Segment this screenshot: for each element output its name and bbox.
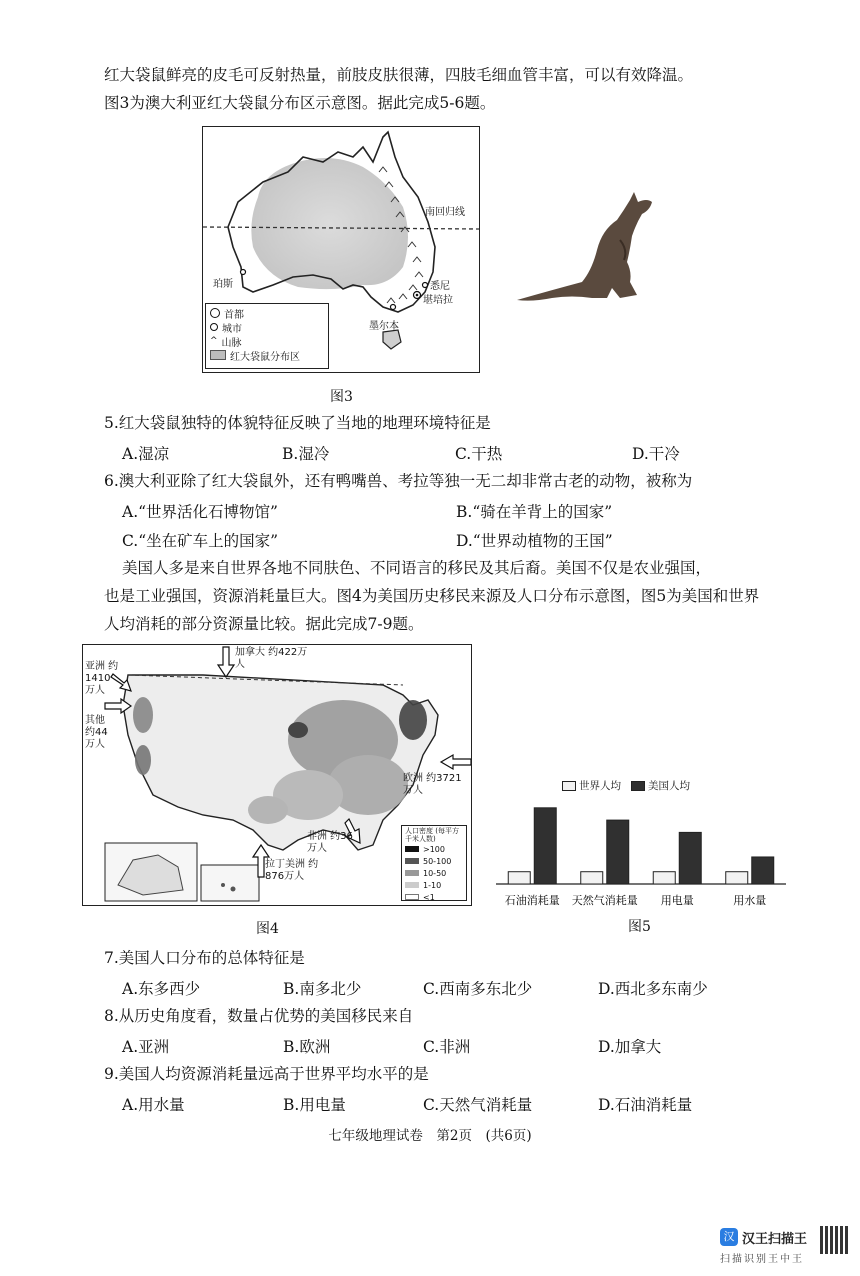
canada-arrow <box>218 647 234 677</box>
asia-label: 亚洲 约1410 万人 <box>85 661 119 696</box>
capital-icon <box>210 308 220 318</box>
q7-stem: 7.美国人口分布的总体特征是 <box>104 949 305 967</box>
tropic-label: 南回归线 <box>425 207 465 218</box>
legend-city: 城市 <box>210 320 324 334</box>
q7-option-a[interactable]: A.东多西少 <box>122 980 201 998</box>
legend-usa: 美国人均 <box>631 778 690 793</box>
q5-stem: 5.红大袋鼠独特的体貌特征反映了当地的地理环境特征是 <box>104 414 491 432</box>
usa-map <box>82 644 472 906</box>
sydney-dot <box>423 283 428 288</box>
density-10-50: 10-50 <box>423 868 447 878</box>
bar-usa-3 <box>752 857 774 884</box>
density-50-100: 50-100 <box>423 856 452 866</box>
intro-line-2: 图3为澳大利亚红大袋鼠分布区示意图。据此完成5-6题。 <box>104 94 496 112</box>
other-label: 其他 约44 万人 <box>85 715 108 750</box>
europe-arrow <box>441 755 471 769</box>
q7-option-b[interactable]: B.南多北少 <box>283 980 362 998</box>
intro-line-1: 红大袋鼠鲜亮的皮毛可反射热量，前肢皮肤很薄，四肢毛细血管丰富，可以有效降温。 <box>104 66 694 84</box>
bar-usa-0 <box>534 808 556 884</box>
category-label-3: 用水量 <box>733 894 767 907</box>
q9-option-c[interactable]: C.天然气消耗量 <box>423 1096 533 1114</box>
fig3-legend <box>205 303 329 369</box>
bar-world-3 <box>726 872 748 884</box>
q9-option-a[interactable]: A.用水量 <box>122 1096 185 1114</box>
q8-option-a[interactable]: A.亚洲 <box>122 1038 170 1056</box>
bar-usa-1 <box>607 820 629 884</box>
density-1-10: 1-10 <box>423 880 442 890</box>
resource-chart <box>490 774 790 910</box>
q5-option-b[interactable]: B.湿冷 <box>282 445 330 463</box>
density-lt1: <1 <box>423 892 435 902</box>
legend-distribution: 红大袋鼠分布区 <box>210 348 324 362</box>
legend-world: 世界人均 <box>562 778 621 793</box>
density-legend <box>401 825 467 901</box>
q6-option-c[interactable]: C.“坐在矿车上的国家” <box>122 532 279 550</box>
bar-world-0 <box>508 872 530 884</box>
q5-option-a[interactable]: A.湿凉 <box>122 445 170 463</box>
category-label-2: 用电量 <box>660 894 694 907</box>
sydney-label: 悉尼 <box>430 281 450 292</box>
canada-label: 加拿大 约422万人 <box>235 647 308 670</box>
kangaroo-illustration <box>512 190 662 305</box>
qr-code-icon <box>820 1226 848 1254</box>
scanner-tagline: 扫描识别王中王 <box>720 1254 804 1265</box>
q8-option-c[interactable]: C.非洲 <box>423 1038 471 1056</box>
q5-option-d[interactable]: D.干冷 <box>632 445 680 463</box>
category-label-1: 天然气消耗量 <box>571 894 638 907</box>
legend-capital: 首都 <box>210 306 324 320</box>
q8-option-d[interactable]: D.加拿大 <box>598 1038 662 1056</box>
scanner-watermark <box>720 1226 850 1270</box>
category-label-0: 石油消耗量 <box>504 894 560 907</box>
legend-mountain: ^ 山脉 <box>210 336 242 349</box>
density-legend-title: 人口密度 (每平方千米人数) <box>405 827 459 843</box>
intro2-line-3: 人均消耗的部分资源量比较。据此完成7-9题。 <box>104 615 424 633</box>
city-icon <box>210 323 218 331</box>
q6-option-d[interactable]: D.“世界动植物的王国” <box>456 532 613 550</box>
q8-option-b[interactable]: B.欧洲 <box>283 1038 331 1056</box>
tasmania <box>383 330 401 349</box>
canberra-label: 堪培拉 <box>423 295 453 306</box>
perth-label: 珀斯 <box>213 279 233 290</box>
q5-option-c[interactable]: C.干热 <box>455 445 503 463</box>
bar-usa-2 <box>679 832 701 884</box>
q9-option-b[interactable]: B.用电量 <box>283 1096 346 1114</box>
fig5-caption: 图5 <box>628 919 651 935</box>
melbourne-dot <box>391 305 396 310</box>
hawaii-inset <box>201 865 259 901</box>
q9-option-d[interactable]: D.石油消耗量 <box>598 1096 693 1114</box>
q7-option-d[interactable]: D.西北多东南少 <box>598 980 708 998</box>
scanner-brand: 汉王扫描王 <box>742 1232 808 1247</box>
australia-map <box>202 126 480 373</box>
fig3-caption: 图3 <box>330 389 353 405</box>
q8-stem: 8.从历史角度看，数量占优势的美国移民来自 <box>104 1007 414 1025</box>
density-gt100: >100 <box>423 844 445 854</box>
intro2-line-1: 美国人多是来自世界各地不同肤色、不同语言的移民及其后裔。美国不仅是农业强国， <box>122 559 712 577</box>
fig4-caption: 图4 <box>256 921 279 937</box>
q9-stem: 9.美国人均资源消耗量远高于世界平均水平的是 <box>104 1065 429 1083</box>
distribution-swatch <box>210 350 226 360</box>
perth-dot <box>241 270 246 275</box>
bar-world-1 <box>581 872 603 884</box>
melbourne-label: 墨尔本 <box>369 321 399 332</box>
mountain-icon: ^ <box>210 336 218 346</box>
bar-world-2 <box>653 872 675 884</box>
q6-option-b[interactable]: B.“骑在羊背上的国家” <box>456 503 613 521</box>
bar-chart-svg <box>490 774 790 910</box>
intro2-line-2: 也是工业强国，资源消耗量巨大。图4为美国历史移民来源及人口分布示意图，图5为美国和世界 <box>104 587 760 605</box>
europe-label: 欧洲 约3721万人 <box>403 773 462 796</box>
q7-option-c[interactable]: C.西南多东北少 <box>423 980 533 998</box>
africa-label: 非洲 约36万人 <box>307 831 353 854</box>
page-footer: 七年级地理试卷 第2页 (共6页) <box>328 1128 532 1144</box>
q6-option-a[interactable]: A.“世界活化石博物馆” <box>122 503 278 521</box>
q6-stem: 6.澳大利亚除了红大袋鼠外，还有鸭嘴兽、考拉等独一无二却非常古老的动物，被称为 <box>104 472 693 490</box>
scanner-logo-icon: 汉 <box>720 1228 738 1246</box>
latin-america-label: 拉丁美洲 约876万人 <box>265 859 319 882</box>
